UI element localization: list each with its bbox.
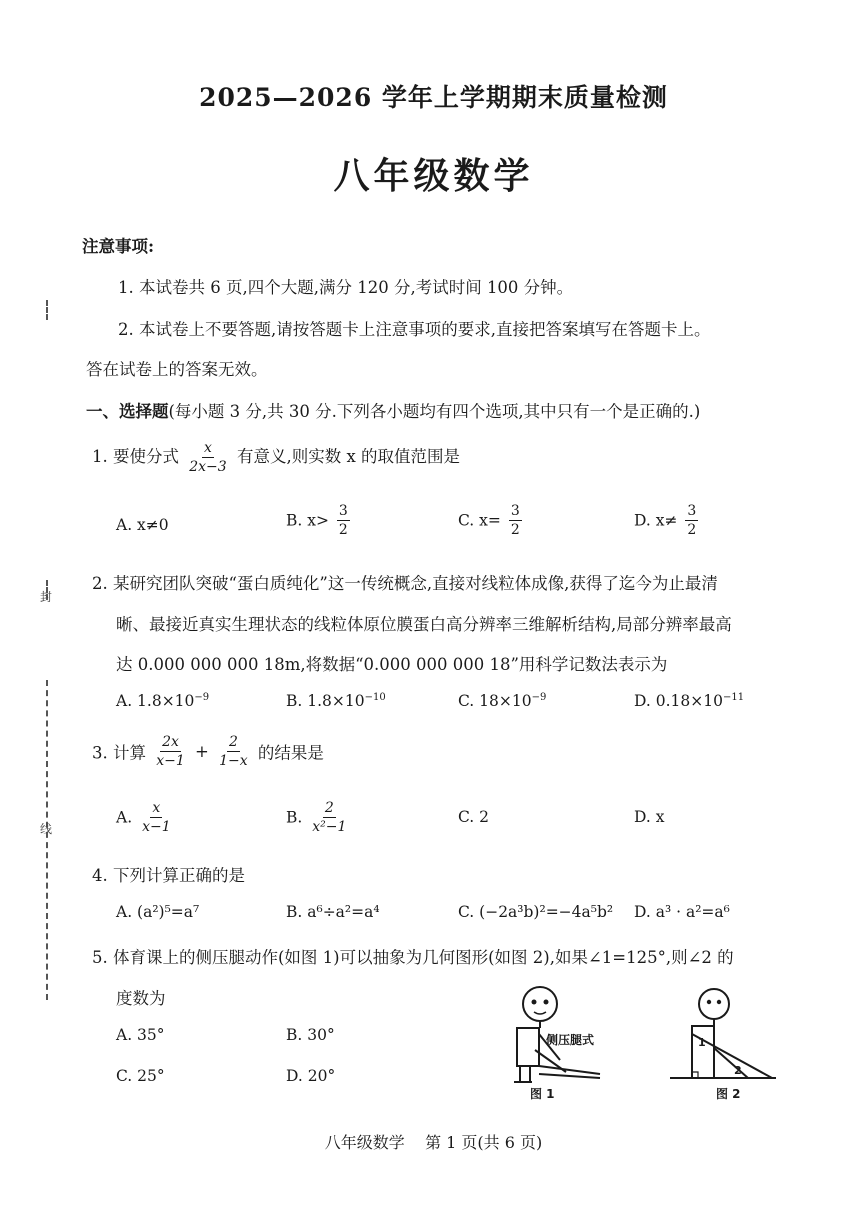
q1-suffix: 有意义,则实数 x 的取值范围是 — [236, 447, 460, 467]
figure-2-angle-1: 1 — [698, 1036, 706, 1049]
q1-option-a: A. x≠0 — [116, 516, 169, 534]
figure-2-angle-2: 2 — [734, 1064, 742, 1077]
q3-option-d: D. x — [634, 808, 665, 826]
q2-option-b — [286, 692, 386, 710]
q3-option-b-denominator: x²−1 — [312, 819, 347, 836]
q2-option-a-exponent: −9 — [194, 692, 210, 703]
exam-subject: 八年级数学 — [333, 155, 534, 197]
q3-option-a-numerator: x — [150, 800, 162, 818]
margin-mark-seal: 封 — [40, 590, 53, 604]
q3-fraction-2-denominator: 1−x — [219, 753, 248, 770]
margin-mark-line: 线 — [40, 822, 53, 836]
section-title: 一、选择题 — [86, 402, 169, 421]
q2-option-c-exponent: −9 — [531, 692, 547, 703]
question-3-stem — [92, 734, 324, 769]
q5-option-d: D. 20° — [286, 1067, 336, 1085]
q1-option-b-text: B. x> — [286, 511, 329, 530]
q3-option-a-denominator: x−1 — [142, 819, 171, 836]
q3-option-a-fraction — [140, 800, 173, 835]
figure-2-torso — [692, 1026, 714, 1078]
notice-item-2-continued: 答在试卷上的答案无效。 — [86, 360, 268, 379]
q3-plus-sign: + — [195, 742, 209, 762]
question-2-line-2: 晰、最接近真实生理状态的线粒体原位膜蛋白高分辨率三维解析结构,局部分辨率最高 — [116, 615, 732, 634]
q1-option-b-numerator: 3 — [337, 503, 350, 521]
figure-2-head — [699, 989, 729, 1019]
q1-option-b-fraction — [337, 503, 350, 538]
q1-fraction-numerator: x — [202, 440, 214, 458]
q2-option-d-exponent: −11 — [722, 692, 745, 703]
q1-option-c-numerator: 3 — [509, 503, 522, 521]
q1-option-c-denominator: 2 — [510, 522, 520, 539]
figure-1-leg-press — [490, 982, 630, 1102]
q1-option-c-fraction — [509, 503, 522, 538]
q5-option-b: B. 30° — [286, 1026, 335, 1044]
section-heading — [86, 398, 700, 422]
q2-option-a — [116, 692, 209, 710]
figure-1-torso — [517, 1028, 539, 1066]
q3-option-a — [116, 800, 176, 835]
question-4-stem: 4. 下列计算正确的是 — [92, 866, 245, 885]
q2-option-d — [634, 692, 744, 710]
q3-option-a-label: A. — [116, 808, 133, 827]
q1-option-d-denominator: 2 — [687, 522, 697, 539]
exam-title: 2025—2026 学年上学期期末质量检测 — [199, 83, 668, 112]
q2-option-c-base: C. 18×10 — [458, 692, 532, 711]
q1-option-b-denominator: 2 — [338, 522, 348, 539]
q3-option-c: C. 2 — [458, 808, 490, 826]
q1-prefix: 1. 要使分式 — [92, 447, 179, 467]
page-footer: 八年级数学 第 1 页(共 6 页) — [324, 1133, 543, 1152]
q1-option-d-fraction — [685, 503, 698, 538]
q3-fraction-2 — [217, 734, 250, 769]
q3-option-b-label: B. — [286, 808, 303, 827]
q1-option-b — [286, 503, 353, 538]
question-1-stem — [92, 440, 460, 475]
q2-option-d-base: D. 0.18×10 — [634, 692, 723, 711]
q1-fraction-denominator: 2x−3 — [189, 459, 227, 476]
binding-dashed-line — [46, 300, 48, 320]
question-2-line-1: 2. 某研究团队突破“蛋白质纯化”这一传统概念,直接对线粒体成像,获得了迄今为止最清 — [92, 574, 718, 593]
q4-option-d: D. a³ · a²=a⁶ — [634, 903, 730, 921]
q3-fraction-1 — [154, 734, 187, 769]
q5-option-a: A. 35° — [116, 1026, 165, 1044]
q3-option-b — [286, 800, 351, 835]
q5-option-c: C. 25° — [116, 1067, 165, 1085]
q2-option-b-base: B. 1.8×10 — [286, 692, 365, 711]
q3-suffix: 的结果是 — [257, 743, 324, 763]
q2-option-c — [458, 692, 546, 710]
section-description: (每小题 3 分,共 30 分.下列各小题均有四个选项,其中只有一个是正确的.) — [168, 402, 701, 421]
notice-heading: 注意事项: — [82, 237, 155, 256]
notice-item-1: 1. 本试卷共 6 页,四个大题,满分 120 分,考试时间 100 分钟。 — [118, 278, 574, 297]
q4-option-c: C. (−2a³b)²=−4a⁵b² — [458, 903, 614, 921]
q4-option-a: A. (a²)⁵=a⁷ — [116, 903, 200, 921]
q2-option-b-exponent: −10 — [364, 692, 386, 703]
q3-prefix: 3. 计算 — [92, 743, 146, 763]
q4-option-b: B. a⁶÷a²=a⁴ — [286, 903, 380, 921]
figure-2-geometry — [664, 982, 784, 1102]
question-2-line-3: 达 0.000 000 000 18m,将数据“0.000 000 000 18”用科学记数法表示为 — [116, 655, 668, 674]
notice-item-2: 2. 本试卷上不要答题,请按答题卡上注意事项的要求,直接把答案填写在答题卡上。 — [118, 320, 711, 339]
q1-option-d-text: D. x≠ — [634, 511, 678, 530]
question-5-line-1: 5. 体育课上的侧压腿动作(如图 1)可以抽象为几何图形(如图 2),如果∠1=125°,则∠2 的 — [92, 948, 734, 967]
q2-option-a-base: A. 1.8×10 — [116, 692, 195, 711]
q3-fraction-1-numerator: 2x — [160, 734, 181, 752]
question-5-line-2: 度数为 — [116, 989, 166, 1008]
binding-dashed-line — [46, 680, 48, 1000]
q1-option-d — [634, 503, 701, 538]
q3-fraction-1-denominator: x−1 — [156, 753, 185, 770]
q1-option-c-text: C. x= — [458, 511, 501, 530]
q1-fraction — [187, 440, 228, 475]
figure-1-caption: 图 1 — [530, 1087, 555, 1101]
figure-2-caption: 图 2 — [716, 1087, 741, 1101]
q3-option-b-numerator: 2 — [323, 800, 336, 818]
figure-1-label: 侧压腿式 — [546, 1033, 595, 1047]
q3-option-b-fraction — [310, 800, 348, 835]
q1-option-d-numerator: 3 — [685, 503, 698, 521]
q1-option-c — [458, 503, 525, 538]
q3-fraction-2-numerator: 2 — [227, 734, 240, 752]
figure-1-head — [523, 987, 557, 1021]
